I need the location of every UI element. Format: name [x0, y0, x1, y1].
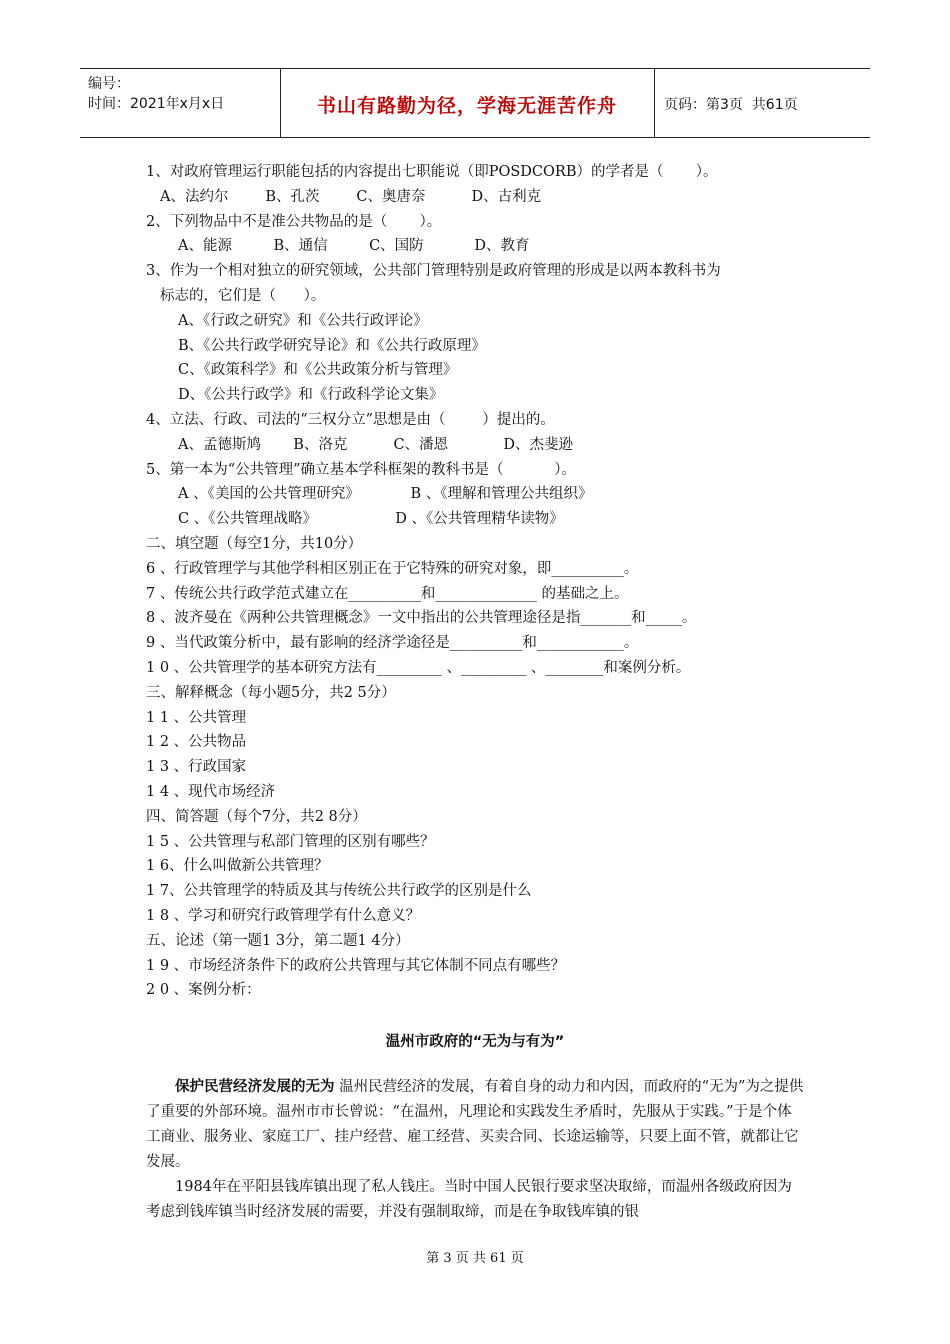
doc-line: 1 1 、公共管理 [146, 709, 247, 726]
header-divider [654, 69, 655, 137]
doc-line: 8 、波齐曼在《两种公共管理概念》一文中指出的公共管理途径是指_______和_____。 [146, 610, 697, 627]
doc-line: 1 4 、现代市场经济 [146, 784, 276, 800]
doc-line: 5、第一本为“公共管理”确立基本学科框架的教科书是（ ）。 [146, 461, 576, 478]
doc-line: 2、下列物品中不是准公共物品的是（ ）。 [146, 213, 442, 230]
doc-line: 7 、传统公共行政学范式建立在__________和______________ 的基础之上。 [146, 585, 629, 602]
doc-line: 标志的，它们是（ ）。 [160, 288, 326, 304]
doc-line: 四、简答题（每个7分，共2 8分） [146, 808, 367, 825]
doc-line: 1 3 、行政国家 [146, 759, 247, 776]
doc-line: C、《政策科学》和《公共政策分析与管理》 [178, 362, 458, 379]
case-paragraph-2: 1984年在平阳县钱库镇出现了私人钱庄。当时中国人民银行要求坚决取缔，而温州各级政府因为考虑到钱库镇当时经济发展的需要，并没有强制取缔，而是在争取钱库镇的银 [146, 1179, 792, 1220]
doc-line: 1 9 、市场经济条件下的政府公共管理与其它体制不同点有哪些？ [146, 957, 566, 974]
page-footer: 第 3 页 共 61 页 [426, 1251, 524, 1266]
doc-line: A、法约尔 B、孔茨 C、奥唐奈 D、古利克 [160, 188, 542, 205]
paragraph-heading: 保护民营经济发展的无为 [175, 1079, 335, 1095]
doc-line: B、《公共行政学研究导论》和《公共行政原理》 [178, 337, 486, 354]
doc-line: 二、填空题（每空1分，共10分） [146, 536, 363, 552]
doc-line: 9 、当代政策分析中，最有影响的经济学途径是__________和____________。 [146, 635, 639, 652]
doc-line: 1 2 、公共物品 [146, 734, 247, 751]
doc-line: 1、对政府管理运行职能包括的内容提出七职能说（即POSDCORB）的学者是（ ）。 [146, 164, 718, 180]
doc-line: 2 0 、案例分析： [146, 982, 261, 999]
doc-line: 4、立法、行政、司法的“三权分立”思想是由（ ）提出的。 [146, 412, 555, 428]
doc-line: 1 6、什么叫做新公共管理？ [146, 858, 329, 875]
doc-line: 1 8 、学习和研究行政管理学有什么意义？ [146, 908, 421, 924]
doc-line: 1 0 、公共管理学的基本研究方法有_________ 、_________ 、________和案例分析。 [146, 660, 691, 676]
doc-line: A 、《美国的公共管理研究》 B 、《理解和管理公共组织》 [178, 486, 593, 503]
doc-line: 1 7、公共管理学的特质及其与传统公共行政学的区别是什么 [146, 883, 532, 900]
doc-line: 三、解释概念（每小题5分，共2 5分） [146, 684, 396, 701]
header-page-label: 页码：第3页 共61页 [664, 97, 798, 113]
doc-line: A、《行政之研究》和《公共行政评论》 [178, 312, 428, 329]
header-motto: 书山有路勤为径，学海无涯苦作舟 [316, 95, 617, 117]
doc-line: 3、作为一个相对独立的研究领域，公共部门管理特别是政府管理的形成是以两本教科书为 [146, 263, 721, 280]
case-title: 温州市政府的“无为与有为” [385, 1034, 565, 1050]
doc-line: 1 5 、公共管理与私部门管理的区别有哪些？ [146, 833, 435, 850]
paragraph-body: 温州民营经济的发展，有着自身的动力和内因，而政府的“无为”为之提供了重要的外部环境。温州市市长曾说：“在温州，凡理论和实践发生矛盾时，先服从于实践。”于是个体工商业、服务业、家庭工厂、挂户经营、雇工经营、买卖合同、长途运输等，只要上面不管，就都让它发展。 [146, 1079, 804, 1170]
doc-line: C 、《公共管理战略》 D 、《公共管理精华读物》 [178, 511, 564, 528]
doc-line: 6 、行政管理学与其他学科相区别正在于它特殊的研究对象，即__________。 [146, 560, 639, 577]
doc-line: A、能源 B、通信 C、国防 D、教育 [178, 238, 530, 255]
doc-line: A、孟德斯鸠 B、洛克 C、潘恩 D、杰斐逊 [178, 436, 574, 453]
header-table [80, 68, 870, 138]
doc-line: 五、论述（第一题1 3分，第二题1 4分） [146, 932, 410, 949]
doc-line: D、《公共行政学》和《行政科学论文集》 [178, 387, 444, 404]
case-paragraph-1 [146, 1075, 806, 1175]
doc-date-label: 时间：2021年x月x日 [88, 96, 225, 112]
doc-code-label: 编号： [88, 76, 130, 92]
